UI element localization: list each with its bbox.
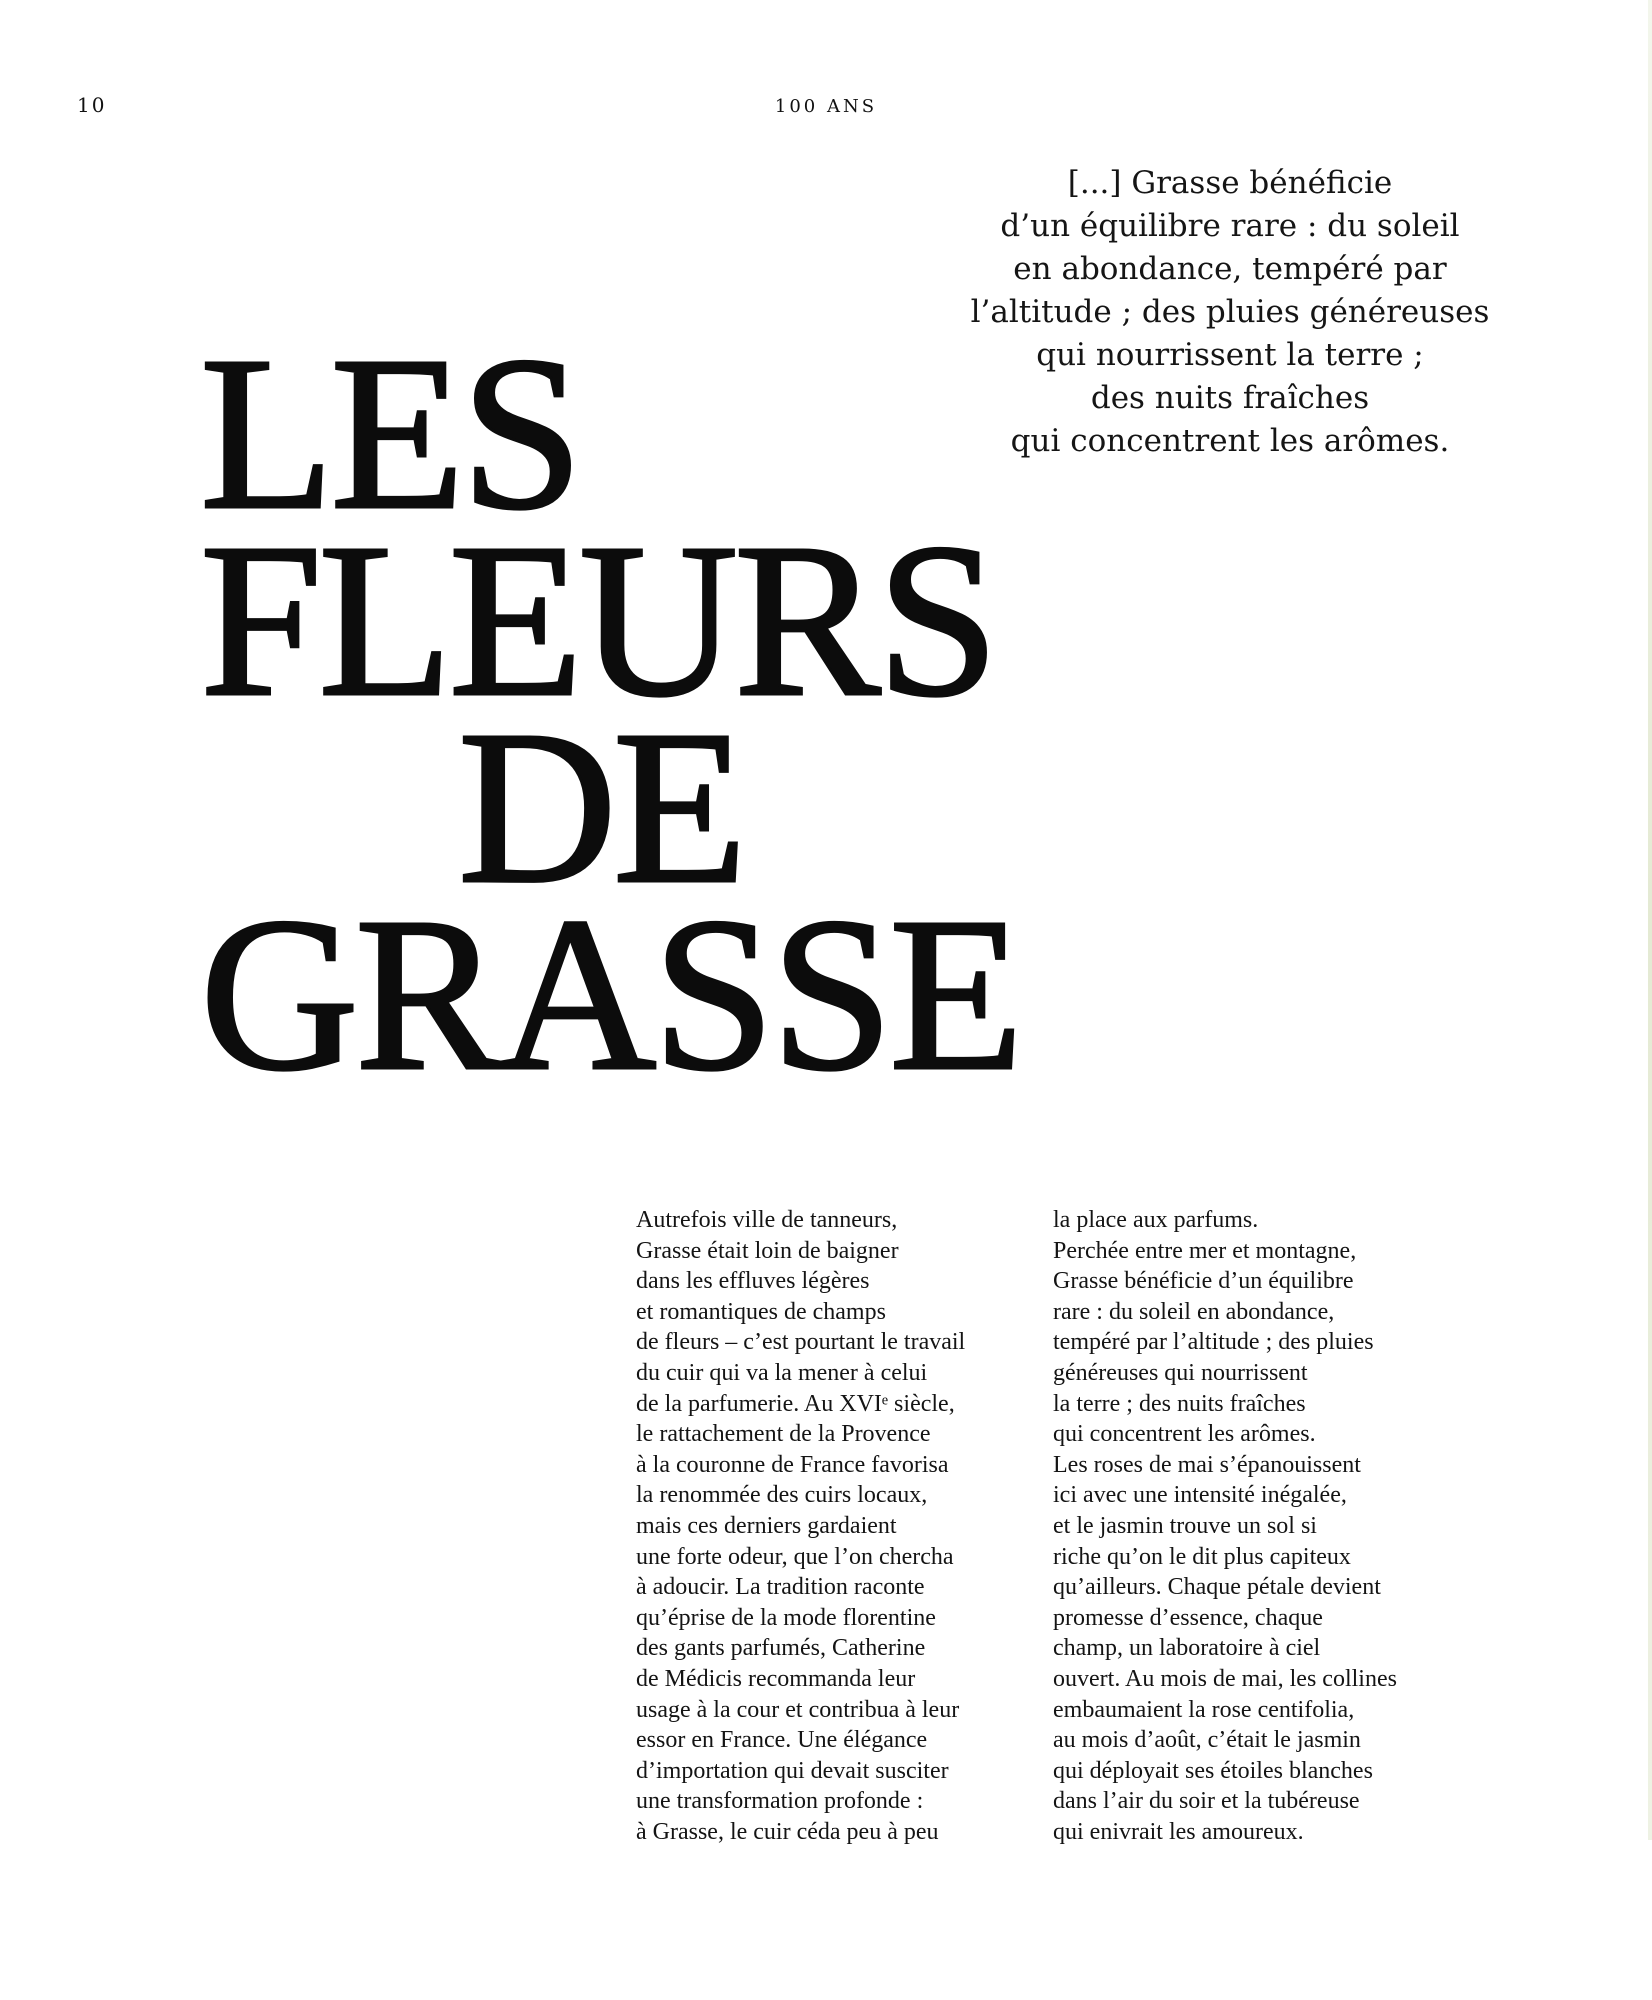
- running-head: 100 ANS: [774, 96, 878, 117]
- article-title: [200, 311, 1020, 1116]
- body-line: Grasse était loin de baigner: [636, 1237, 899, 1264]
- body-line: essor en France. Une élégance: [636, 1727, 928, 1754]
- body-line: d’importation qui devait susciter: [636, 1757, 949, 1784]
- body-line: une forte odeur, que l’on chercha: [636, 1543, 954, 1570]
- body-line: au mois d’août, c’était le jasmin: [1053, 1727, 1361, 1754]
- pull-quote-line: des nuits fraîches: [1090, 380, 1370, 416]
- body-line: la place aux parfums.: [1053, 1207, 1259, 1233]
- body-line: du cuir qui va la mener à celui: [636, 1359, 928, 1386]
- body-line: et le jasmin trouve un sol si: [1053, 1512, 1317, 1539]
- body-column-left: [636, 1205, 1016, 1847]
- body-line: à Grasse, le cuir céda peu à peu: [636, 1818, 939, 1845]
- pull-quote-line: qui concentrent les arômes.: [1010, 423, 1450, 459]
- body-line: ouvert. Au mois de mai, les collines: [1053, 1665, 1397, 1692]
- pull-quote-line: en abondance, tempéré par: [1013, 251, 1447, 287]
- body-line: des gants parfumés, Catherine: [636, 1635, 926, 1662]
- body-line: de la parfumerie. Au XVIᵉ siècle,: [636, 1390, 955, 1417]
- page-number: 10: [77, 93, 107, 117]
- body-line: une transformation profonde :: [636, 1788, 924, 1815]
- body-line: embaumaient la rose centifolia,: [1053, 1696, 1355, 1723]
- body-line: la terre ; des nuits fraîches: [1053, 1390, 1306, 1417]
- body-line: qui enivrait les amoureux.: [1053, 1818, 1304, 1845]
- body-line: tempéré par l’altitude ; des pluies: [1053, 1329, 1374, 1356]
- body-line: ici avec une intensité inégalée,: [1053, 1482, 1347, 1509]
- body-line: Autrefois ville de tanneurs,: [636, 1207, 898, 1233]
- body-line: qui déployait ses étoiles blanches: [1053, 1757, 1373, 1784]
- body-line: généreuses qui nourrissent: [1053, 1359, 1308, 1386]
- body-column-right: [1053, 1205, 1473, 1847]
- body-line: à adoucir. La tradition raconte: [636, 1574, 925, 1601]
- pull-quote-line: d’un équilibre rare : du soleil: [1000, 208, 1460, 244]
- pull-quote-line: [...] Grasse bénéficie: [1067, 165, 1393, 201]
- body-line: mais ces derniers gardaient: [636, 1512, 897, 1539]
- body-line: rare : du soleil en abondance,: [1053, 1298, 1335, 1325]
- body-line: et romantiques de champs: [636, 1298, 886, 1325]
- body-line: riche qu’on le dit plus capiteux: [1053, 1543, 1351, 1570]
- body-line: promesse d’essence, chaque: [1053, 1604, 1323, 1631]
- body-line: à la couronne de France favorisa: [636, 1451, 949, 1478]
- body-line: de fleurs – c’est pourtant le travail: [636, 1329, 966, 1356]
- pull-quote-line: qui nourrissent la terre ;: [1036, 337, 1424, 373]
- title-line-les: LES: [200, 311, 580, 555]
- title-line-de: DE: [458, 685, 744, 929]
- body-line: champ, un laboratoire à ciel: [1053, 1635, 1321, 1662]
- body-line: dans les effluves légères: [636, 1268, 870, 1295]
- body-line: le rattachement de la Provence: [636, 1421, 931, 1448]
- body-line: Grasse bénéficie d’un équilibre: [1053, 1268, 1354, 1295]
- pull-quote: [950, 162, 1510, 463]
- body-line: qui concentrent les arômes.: [1053, 1421, 1316, 1448]
- body-line: qu’éprise de la mode florentine: [636, 1604, 936, 1631]
- body-line: la renommée des cuirs locaux,: [636, 1482, 928, 1509]
- body-line: Perchée entre mer et montagne,: [1053, 1237, 1357, 1264]
- title-line-fleurs: FLEURS: [200, 498, 996, 742]
- page-edge: [1648, 0, 1652, 1840]
- body-line: de Médicis recommanda leur: [636, 1665, 916, 1692]
- body-line: dans l’air du soir et la tubéreuse: [1053, 1788, 1360, 1815]
- title-line-grasse: GRASSE: [200, 872, 1020, 1116]
- body-line: usage à la cour et contribua à leur: [636, 1696, 960, 1723]
- body-line: Les roses de mai s’épanouissent: [1053, 1451, 1361, 1478]
- body-line: qu’ailleurs. Chaque pétale devient: [1053, 1574, 1381, 1601]
- pull-quote-line: l’altitude ; des pluies généreuses: [970, 294, 1490, 330]
